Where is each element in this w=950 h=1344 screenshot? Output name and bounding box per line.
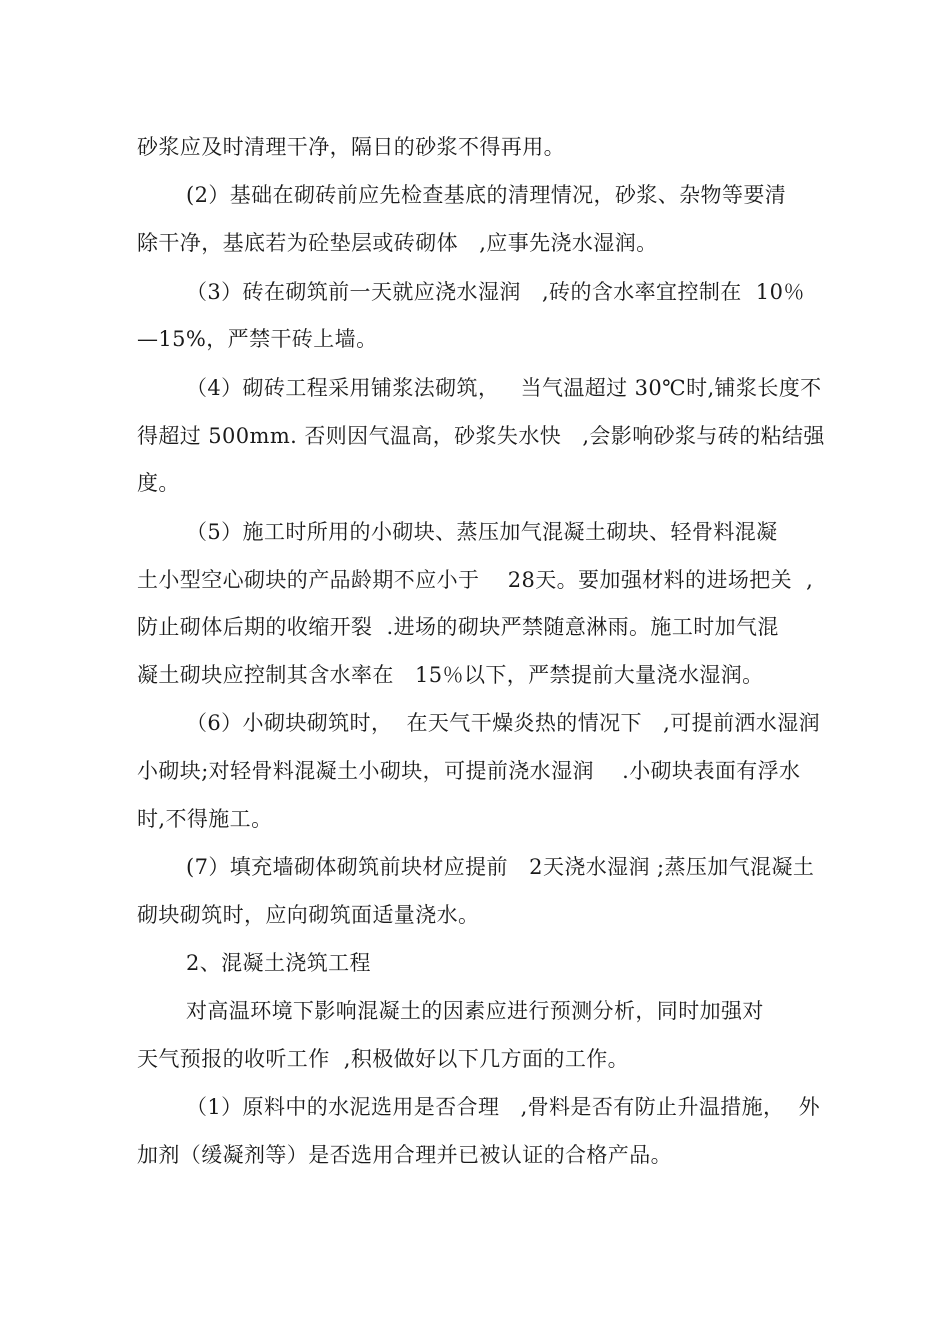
text-line: 天气预报的收听工作 ,积极做好以下几方面的工作。 <box>137 1047 630 1071</box>
section-heading: 2、混凝土浇筑工程 <box>186 951 371 975</box>
text-line: 度。 <box>137 471 180 495</box>
text-line: （4）砌砖工程采用铺浆法砌筑， 当气温超过 30℃时,铺浆长度不 <box>186 376 822 400</box>
text-line: 时,不得施工。 <box>137 807 273 831</box>
text-line: （1）原料中的水泥选用是否合理 ,骨料是否有防止升温措施， 外 <box>186 1095 821 1119</box>
text-line: （3）砖在砌筑前一天就应浇水湿润 ,砖的含水率宜控制在 10％ <box>186 280 805 304</box>
text-line: 土小型空心砌块的产品龄期不应小于 28天。要加强材料的进场把关 , <box>137 568 814 592</box>
text-line: 加剂（缓凝剂等）是否选用合理并已被认证的合格产品。 <box>137 1143 672 1167</box>
text-line: (7）填充墙砌体砌筑前块材应提前 2天浇水湿润 ;蒸压加气混凝土 <box>186 855 815 879</box>
text-line: 砂浆应及时清理干净，隔日的砂浆不得再用。 <box>137 135 565 159</box>
text-line: 砌块砌筑时，应向砌筑面适量浇水。 <box>137 903 480 927</box>
text-line: 凝土砌块应控制其含水率在 15％以下，严禁提前大量浇水湿润。 <box>137 663 764 687</box>
text-line: —15%，严禁干砖上墙。 <box>137 327 378 351</box>
text-line: （6）小砌块砌筑时， 在天气干燥炎热的情况下 ,可提前洒水湿润 <box>186 711 821 735</box>
text-line: 得超过 500mm. 否则因气温高，砂浆失水快 ,会影响砂浆与砖的粘结强 <box>137 424 825 448</box>
text-line: 除干净，基底若为砼垫层或砖砌体 ,应事先浇水湿润。 <box>137 231 658 255</box>
text-line: 对高温环境下影响混凝土的因素应进行预测分析，同时加强对 <box>186 999 764 1023</box>
text-line: 小砌块;对轻骨料混凝土小砌块，可提前浇水湿润 .小砌块表面有浮水 <box>137 759 801 783</box>
text-line: （5）施工时所用的小砌块、蒸压加气混凝土砌块、轻骨料混凝 <box>186 520 778 544</box>
text-line: 防止砌体后期的收缩开裂 .进场的砌块严禁随意淋雨。施工时加气混 <box>137 615 779 639</box>
text-line: (2）基础在砌砖前应先检查基底的清理情况，砂浆、杂物等要清 <box>186 183 787 207</box>
